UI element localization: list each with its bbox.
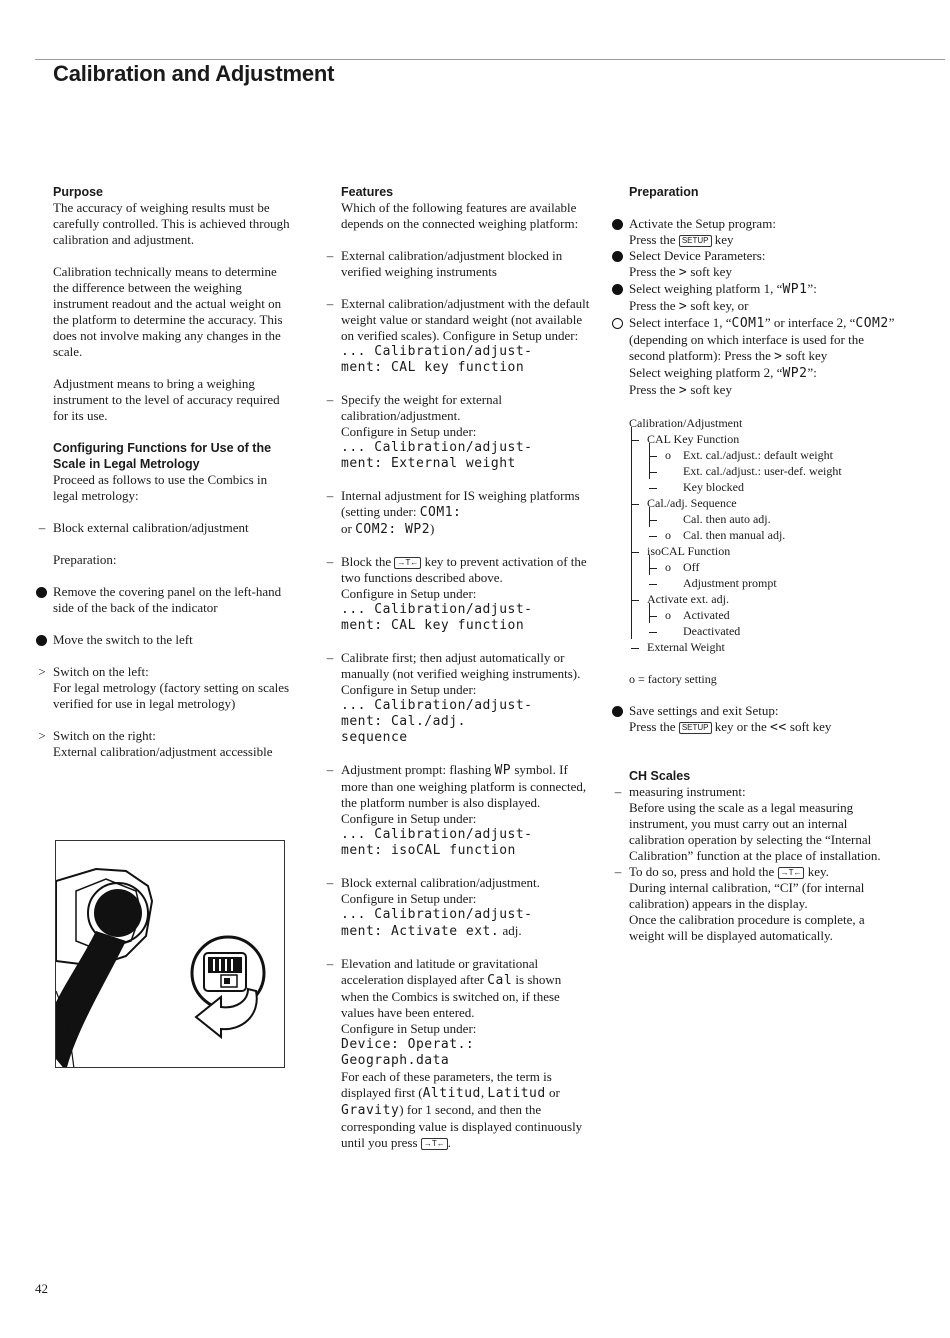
configure-label: Configure in Setup under: xyxy=(341,811,477,826)
setup-path: ... Calibration/adjust- xyxy=(341,440,533,455)
tree-leaf-label: Adjustment prompt xyxy=(683,576,777,590)
save-step xyxy=(629,703,899,736)
setup-path: ment: External weight xyxy=(341,456,516,471)
tree-leaf xyxy=(629,463,899,479)
features-heading: Features xyxy=(341,185,394,199)
prep-step-text: soft key xyxy=(687,382,732,397)
bullet-icon xyxy=(36,587,47,598)
tare-key-icon: →T← xyxy=(778,867,805,879)
feature-text: is shown when the Combics is switched on, if these values have been entered. xyxy=(341,972,562,1020)
tree-root-label: Calibration/Adjustment xyxy=(629,416,743,430)
left-arrow-icon xyxy=(196,989,257,1037)
save-step-text: key or the xyxy=(711,719,770,734)
com2-symbol: COM2 xyxy=(855,316,889,331)
tree-leaf-label: Off xyxy=(683,560,700,574)
save-step-text: soft key xyxy=(786,719,832,734)
altitud-symbol: Altitud xyxy=(422,1086,481,1101)
tree-node xyxy=(629,431,899,447)
tree-leaf-label: Cal. then manual adj. xyxy=(683,528,786,542)
purpose-heading: Purpose xyxy=(53,185,104,199)
move-switch-text: Move the switch to the left xyxy=(53,632,193,647)
setup-path: ment: Activate ext. xyxy=(341,924,500,939)
arrow-marker: > xyxy=(38,664,46,679)
setup-path: ... Calibration/adjust- xyxy=(341,907,533,922)
factory-mark: o xyxy=(665,528,671,542)
dash-marker: – xyxy=(326,650,334,665)
prep-step-text: Select interface 1, “ xyxy=(629,315,732,330)
tree-leaf xyxy=(629,527,899,543)
adjustment-text: Adjustment means to bring a weighing instrument to the level of accuracy required for its use. xyxy=(53,376,280,423)
period: . xyxy=(447,1135,451,1150)
tree-root xyxy=(629,415,899,431)
tree-leaf xyxy=(629,607,899,623)
prep-step-text: ”: xyxy=(807,281,817,296)
feature-text: Block external calibration/adjustment. xyxy=(341,875,540,890)
open-bullet-icon xyxy=(612,318,623,329)
exit-softkey-symbol: << xyxy=(770,720,787,735)
tree-node xyxy=(629,495,899,511)
feature-item xyxy=(326,296,591,376)
tree-leaf-label: Deactivated xyxy=(683,624,741,638)
tree-node-label: isoCAL Function xyxy=(647,544,731,558)
setup-path: ment: CAL key function xyxy=(341,618,525,633)
feature-item xyxy=(326,392,591,472)
features-intro: Which of the following features are available depends on the connected weighing platform: xyxy=(341,200,579,231)
configure-label: Configure in Setup under: xyxy=(341,1021,477,1036)
block-item xyxy=(38,520,293,536)
feature-text: Block the xyxy=(341,554,395,569)
setup-path: ment: Cal./adj. xyxy=(341,714,466,729)
prep-step-text: Select weighing platform 2, “ xyxy=(629,365,783,380)
bullet-icon xyxy=(612,251,623,262)
wp-symbol: WP xyxy=(494,763,512,778)
dash-marker: – xyxy=(614,784,622,799)
dash-marker: – xyxy=(326,762,334,777)
factory-mark: o xyxy=(665,608,671,622)
ch-item-title: measuring instrument: xyxy=(629,784,746,799)
gravity-symbol: Gravity xyxy=(341,1103,400,1118)
feature-text: ) for 1 second, and then the corresponding value is displayed continuously until you press xyxy=(341,1102,583,1150)
configure-label: Configure in Setup under: xyxy=(341,424,477,439)
setup-path: ... Calibration/adjust- xyxy=(341,602,533,617)
dash-marker: – xyxy=(326,296,334,311)
cable-icon xyxy=(56,931,126,1068)
interface-code: COM2: WP2 xyxy=(355,522,431,537)
dash-marker: – xyxy=(326,875,334,890)
setup-path: ... Calibration/adjust- xyxy=(341,344,533,359)
factory-mark: o xyxy=(665,560,671,574)
dash-marker: – xyxy=(326,956,334,971)
move-switch-step xyxy=(53,632,293,648)
prep-step-text: soft key xyxy=(782,348,828,363)
tree-leaf xyxy=(629,575,899,591)
feature-text: symbol. If more than one weighing platform is connected, the platform number is also displayed. xyxy=(341,762,587,810)
tree-leaf xyxy=(629,447,899,463)
setup-key-icon: SETUP xyxy=(679,722,712,734)
prep-step-text: Select weighing platform 1, “ xyxy=(629,281,783,296)
feature-item xyxy=(326,248,591,280)
or-text: or xyxy=(545,1085,560,1100)
bullet-icon xyxy=(36,635,47,646)
switch-left-title: Switch on the left: xyxy=(53,664,149,679)
prep-step xyxy=(629,216,899,248)
dash-marker: – xyxy=(326,554,334,569)
prep-step-text: ” or interface 2, “ xyxy=(764,315,856,330)
interface-code: COM1: xyxy=(419,505,462,520)
feature-text: key to prevent activation of the two functions described above. xyxy=(341,554,587,585)
next-softkey-symbol: > xyxy=(678,265,688,280)
wp2-symbol: WP2 xyxy=(782,366,808,381)
prep-step-text: Press the xyxy=(629,298,679,313)
switch-left-result xyxy=(38,664,293,712)
block-item-text: Block external calibration/adjustment xyxy=(53,520,249,535)
switch-right-desc: External calibration/adjustment accessible xyxy=(53,744,273,759)
prep-step-text: ” (depending on which interface is used for the second platform): Press the xyxy=(629,315,895,363)
calibration-text: Calibration technically means to determine the difference between the weighing instrument readout and the actual weight on the platform to determine the accuracy. This does not involve making any changes in the scale. xyxy=(53,264,283,359)
feature-item xyxy=(326,554,591,634)
switch-illustration xyxy=(55,840,285,1068)
tree-leaf-label: Activated xyxy=(683,608,730,622)
feature-item xyxy=(326,956,591,1151)
cal-symbol: Cal xyxy=(487,973,513,988)
setup-path: Device: Operat.: xyxy=(341,1037,475,1052)
tree-node-label: Cal./adj. Sequence xyxy=(647,496,737,510)
factory-mark: o xyxy=(665,448,671,462)
ch-heading: CH Scales xyxy=(629,769,691,783)
setup-path: ment: CAL key function xyxy=(341,360,525,375)
ch-item-text: Before using the scale as a legal measuring instrument, you must carry out an internal calibration operation by selecting the “Internal Calibration” function at the place of installation. xyxy=(629,800,881,863)
header-rule xyxy=(35,59,945,60)
feature-text: Specify the weight for external calibration/adjustment. xyxy=(341,392,502,423)
prep-step-optional xyxy=(629,315,899,399)
dash-marker: – xyxy=(614,864,622,879)
com1-symbol: COM1 xyxy=(731,316,765,331)
next-softkey-symbol: > xyxy=(678,383,688,398)
dash-marker: – xyxy=(38,520,46,535)
ch-item xyxy=(614,864,899,944)
page-number: 42 xyxy=(35,1281,48,1296)
prep-step xyxy=(629,248,899,281)
preparation-label: Preparation: xyxy=(53,552,117,567)
prep-step-text: Press the xyxy=(629,232,679,247)
setup-path: ... Calibration/adjust- xyxy=(341,827,533,842)
tree-leaf-label: Ext. cal./adjust.: user-def. weight xyxy=(683,464,842,478)
column-3 xyxy=(614,184,899,944)
ch-item-text: Once the calibration procedure is complete, a weight will be displayed automatically. xyxy=(629,912,865,943)
comma: , xyxy=(480,1085,488,1100)
next-softkey-symbol: > xyxy=(774,349,783,364)
next-softkey-symbol: > xyxy=(678,299,688,314)
configure-label: Configure in Setup under: xyxy=(341,891,477,906)
tree-node xyxy=(629,639,899,655)
tree-node-label: CAL Key Function xyxy=(647,432,740,446)
tree-leaf-label: Key blocked xyxy=(683,480,744,494)
purpose-text: The accuracy of weighing results must be carefully controlled. This is achieved through calibration and adjustment. xyxy=(53,200,290,247)
feature-item xyxy=(326,875,591,940)
bullet-icon xyxy=(612,219,623,230)
tree-node xyxy=(629,591,899,607)
prep-step-title: Activate the Setup program: xyxy=(629,216,776,231)
bullet-icon xyxy=(612,706,623,717)
page-title: Calibration and Adjustment xyxy=(53,61,335,86)
or-text: or xyxy=(341,521,356,536)
switch-right-result xyxy=(38,728,293,760)
tree-leaf xyxy=(629,623,899,639)
legal-text: Proceed as follows to use the Combics in legal metrology: xyxy=(53,472,268,503)
setup-path: sequence xyxy=(341,730,408,745)
prep-step-text: soft key, or xyxy=(687,298,749,313)
wp1-symbol: WP1 xyxy=(782,282,808,297)
save-step-title: Save settings and exit Setup: xyxy=(629,703,779,718)
feature-item xyxy=(326,762,591,859)
feature-text: Internal adjustment for IS weighing platforms (setting under: xyxy=(341,488,580,519)
setup-path: Geograph.data xyxy=(341,1053,450,1068)
arrow-marker: > xyxy=(38,728,46,743)
feature-text: External calibration/adjustment with the default weight value or standard weight (not available on verified scales). Configure in Setup under: xyxy=(341,296,590,343)
save-step-text: Press the xyxy=(629,719,679,734)
prep-step-text: Press the xyxy=(629,264,679,279)
latitud-symbol: Latitud xyxy=(487,1086,546,1101)
column-2 xyxy=(326,184,591,1151)
prep-step-text: soft key xyxy=(687,264,732,279)
tare-key-icon: →T← xyxy=(394,557,421,569)
legal-heading: Configuring Functions for Use of the Scale in Legal Metrology xyxy=(53,441,272,471)
setup-path: ment: isoCAL function xyxy=(341,843,516,858)
feature-text: Calibrate first; then adjust automatically or manually (not verified weighing instruments). Configure in Setup under: xyxy=(341,650,581,697)
remove-panel-step xyxy=(53,584,293,616)
dash-marker: – xyxy=(326,248,334,263)
dash-marker: – xyxy=(326,488,334,503)
feature-text: Adjustment prompt: flashing xyxy=(341,762,495,777)
tree-leaf xyxy=(629,479,899,495)
remove-panel-text: Remove the covering panel on the left-hand side of the back of the indicator xyxy=(53,584,282,615)
ch-item-text: During internal calibration, “CI” (for internal calibration) appears in the display. xyxy=(629,880,865,911)
setup-key-icon: SETUP xyxy=(679,235,712,247)
feature-text: For each of these parameters, the term is displayed first ( xyxy=(341,1069,552,1100)
dash-marker: – xyxy=(326,392,334,407)
tree-node xyxy=(629,543,899,559)
switch-left-desc: For legal metrology (factory setting on scales verified for use in legal metrology) xyxy=(53,680,290,711)
column-1 xyxy=(38,184,293,760)
configure-label: Configure in Setup under: xyxy=(341,586,477,601)
tare-key-icon: →T← xyxy=(421,1138,448,1150)
setup-path-tail: adj. xyxy=(499,923,522,938)
tree-leaf xyxy=(629,559,899,575)
tree-leaf-label: Cal. then auto adj. xyxy=(683,512,771,526)
preparation-heading: Preparation xyxy=(629,185,699,199)
paren-close: ) xyxy=(430,521,435,536)
tree-node-label: Activate ext. adj. xyxy=(647,592,729,606)
bullet-icon xyxy=(612,284,623,295)
ch-item xyxy=(614,784,899,864)
indicator-back-illustration xyxy=(56,841,285,1068)
factory-legend: o = factory setting xyxy=(629,672,717,686)
switch-right-title: Switch on the right: xyxy=(53,728,156,743)
feature-item xyxy=(326,650,591,746)
feature-item xyxy=(326,488,591,538)
feature-text: External calibration/adjustment blocked in verified weighing instruments xyxy=(341,248,563,279)
prep-step-text: Press the xyxy=(629,382,679,397)
setup-path: ... Calibration/adjust- xyxy=(341,698,533,713)
prep-step xyxy=(629,281,899,315)
ch-item-text: key. xyxy=(804,864,829,879)
menu-tree xyxy=(629,415,899,655)
tree-leaf xyxy=(629,511,899,527)
ch-item-text: To do so, press and hold the xyxy=(629,864,778,879)
prep-step-text: key xyxy=(711,232,734,247)
prep-step-title: Select Device Parameters: xyxy=(629,248,766,263)
prep-step-text: ”: xyxy=(807,365,817,380)
tree-node-label: External Weight xyxy=(647,640,725,654)
tree-leaf-label: Ext. cal./adjust.: default weight xyxy=(683,448,833,462)
feature-text: Elevation and latitude or gravitational acceleration displayed after xyxy=(341,956,539,987)
